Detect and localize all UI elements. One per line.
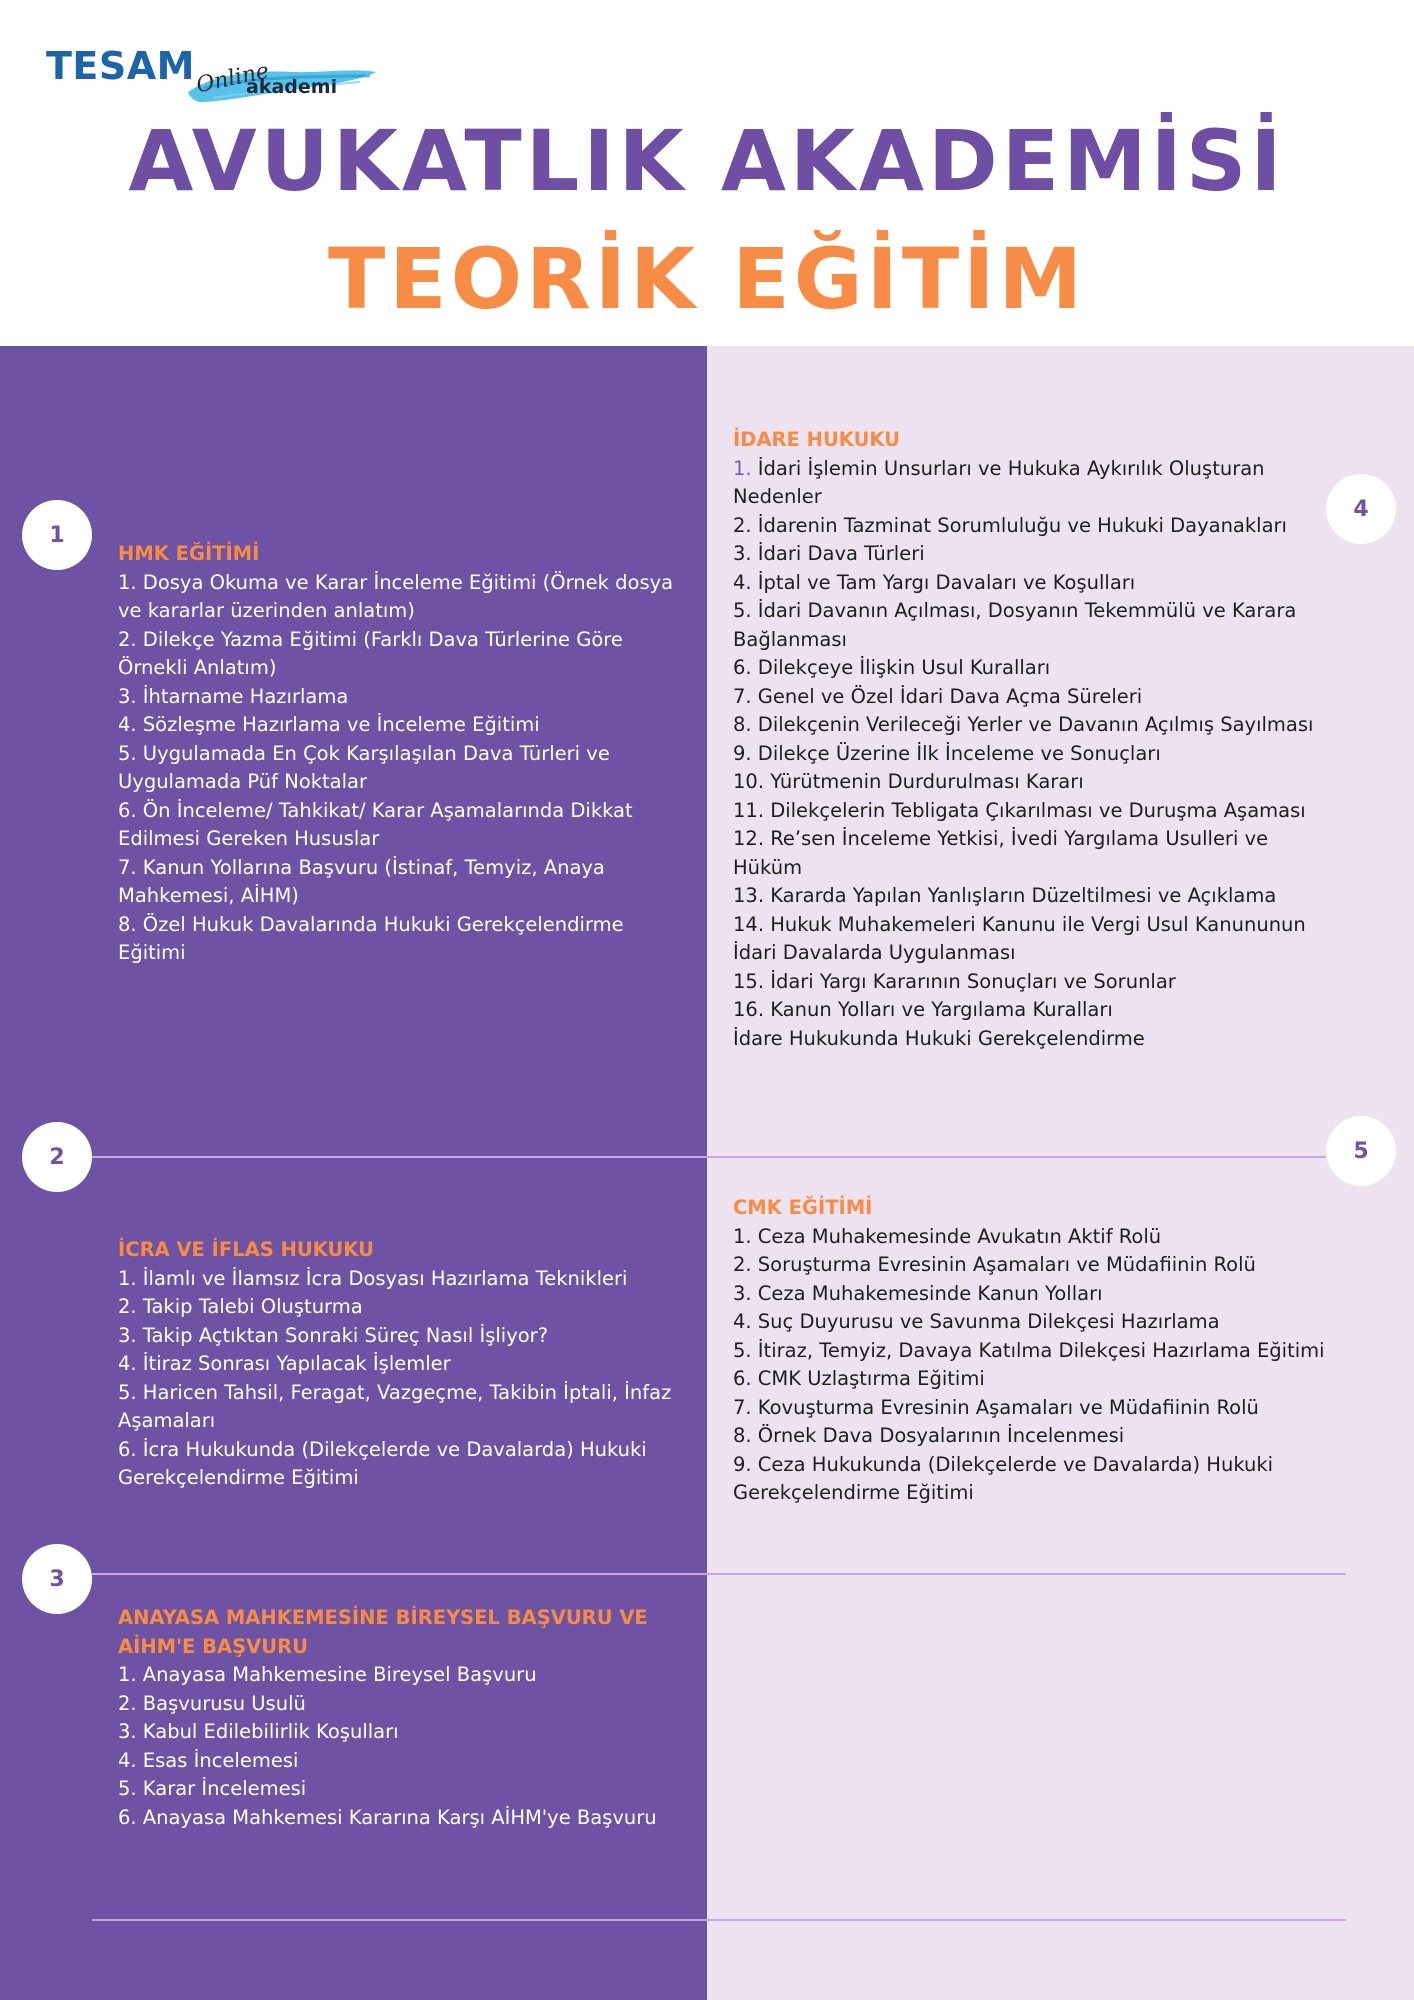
- list-item: 7. Kovuşturma Evresinin Aşamaları ve Müdafiinin Rolü: [733, 1395, 1259, 1419]
- list-item: 8. Özel Hukuk Davalarında Hukuki Gerekçelendirme Eğitimi: [118, 912, 624, 964]
- list-item: 9. Dilekçe Üzerine İlk İnceleme ve Sonuçları: [733, 741, 1161, 765]
- list-item: 6. Dilekçeye İlişkin Usul Kuralları: [733, 656, 1051, 679]
- list-item: 3. İdari Dava Türleri: [733, 542, 925, 565]
- list-item: 14. Hukuk Muhakemeleri Kanunu ile Vergi Usul Kanununun İdari Davalarda Uygulanması: [733, 912, 1306, 964]
- list-item: 8. Örnek Dava Dosyalarının İncelenmesi: [733, 1424, 1125, 1447]
- list-item: 5. Haricen Tahsil, Feragat, Vazgeçme, Takibin İptali, İnfaz Aşamaları: [118, 1380, 672, 1432]
- icra-section: [118, 1236, 680, 1493]
- list-item: İdare Hukukunda Hukuki Gerekçelendirme: [733, 1026, 1145, 1050]
- anayasa-section: [118, 1604, 678, 1832]
- list-item: 11. Dilekçelerin Tebligata Çıkarılması ve Duruşma Aşaması: [733, 798, 1306, 822]
- list-item: 4. Suç Duyurusu ve Savunma Dilekçesi Hazırlama: [733, 1310, 1220, 1333]
- logo-akademi-text: akademi: [246, 76, 338, 98]
- list-item: 4. İptal ve Tam Yargı Davaları ve Koşulları: [733, 570, 1136, 594]
- list-item: 2. Başvurusu Usulü: [118, 1691, 306, 1715]
- cmk-section: [733, 1194, 1333, 1508]
- list-item: 7. Kanun Yollarına Başvuru (İstinaf, Temyiz, Anaya Mahkemesi, AİHM): [118, 855, 605, 907]
- page-title: AVUKATLIK AKADEMİSİ: [128, 112, 1286, 210]
- logo-online-text: Online: [194, 58, 272, 99]
- list-item: 4. Esas İncelemesi: [118, 1748, 299, 1772]
- list-item: 6. İcra Hukukunda (Dilekçelerde ve Davalarda) Hukuki Gerekçelendirme Eğitimi: [118, 1437, 647, 1489]
- divider-line: [92, 1156, 1326, 1158]
- logo-text: TESAM: [46, 44, 195, 88]
- tesam-logo: [46, 40, 346, 116]
- section-title: CMK EĞİTİMİ: [733, 1196, 873, 1219]
- section-number-badge: 1: [22, 500, 92, 570]
- list-item: 13. Kararda Yapılan Yanlışların Düzeltilmesi ve Açıklama: [733, 884, 1277, 907]
- list-item: 5. İdari Davanın Açılması, Dosyanın Tekemmülü ve Karara Bağlanması: [733, 599, 1297, 651]
- list-item: 2. Soruşturma Evresinin Aşamaları ve Müdafiinin Rolü: [733, 1253, 1256, 1276]
- list-number: 1.: [733, 456, 752, 480]
- list-item: 4. İtiraz Sonrası Yapılacak İşlemler: [118, 1352, 451, 1375]
- list-item: 9. Ceza Hukukunda (Dilekçelerde ve Davalarda) Hukuki Gerekçelendirme Eğitimi: [733, 1452, 1274, 1504]
- list-item-text: İdari İşlemin Unsurları ve Hukuka Aykırılık Oluşturan Nedenler: [733, 456, 1265, 508]
- list-item: 1. İlamlı ve İlamsız İcra Dosyası Hazırlama Teknikleri: [118, 1266, 628, 1290]
- hmk-section: [118, 540, 680, 968]
- divider-line: [92, 1919, 1346, 1921]
- section-title: İCRA VE İFLAS HUKUKU: [118, 1238, 374, 1261]
- section-number-badge: 5: [1326, 1116, 1396, 1186]
- list-item: 5. Uygulamada En Çok Karşılaşılan Dava Türleri ve Uygulamada Püf Noktalar: [118, 741, 610, 793]
- list-item: 6. CMK Uzlaştırma Eğitimi: [733, 1367, 985, 1390]
- list-item: 1. Dosya Okuma ve Karar İnceleme Eğitimi (Örnek dosya ve kararlar üzerinden anlatım): [118, 570, 674, 622]
- list-item: 3. Kabul Edilebilirlik Koşulları: [118, 1720, 399, 1743]
- anayasa-list: [118, 1661, 678, 1832]
- list-item: 2. İdarenin Tazminat Sorumluluğu ve Hukuki Dayanakları: [733, 513, 1287, 537]
- list-item: 15. İdari Yargı Kararının Sonuçları ve Sorunlar: [733, 969, 1176, 993]
- list-item: 3. İhtarname Hazırlama: [118, 684, 349, 708]
- section-title: İDARE HUKUKU: [733, 428, 901, 451]
- page-header: [0, 0, 1414, 346]
- list-item: 2. Takip Talebi Oluşturma: [118, 1295, 363, 1318]
- section-number-badge: 4: [1326, 474, 1396, 544]
- list-item: 2. Dilekçe Yazma Eğitimi (Farklı Dava Türlerine Göre Örnekli Anlatım): [118, 627, 623, 679]
- section-title: ANAYASA MAHKEMESİNE BİREYSEL BAŞVURU VE AİHM'E BAŞVURU: [118, 1606, 648, 1658]
- list-item: [733, 455, 1333, 512]
- list-item: 7. Genel ve Özel İdari Dava Açma Süreleri: [733, 684, 1143, 708]
- list-item: 5. Karar İncelemesi: [118, 1777, 307, 1800]
- list-item: 10. Yürütmenin Durdurulması Kararı: [733, 770, 1084, 793]
- list-item: 3. Takip Açtıktan Sonraki Süreç Nasıl İşliyor?: [118, 1323, 549, 1347]
- list-item: 3. Ceza Muhakemesinde Kanun Yolları: [733, 1281, 1103, 1305]
- cmk-list: [733, 1223, 1333, 1508]
- section-number-badge: 2: [22, 1122, 92, 1192]
- list-item: 1. Anayasa Mahkemesine Bireysel Başvuru: [118, 1663, 537, 1686]
- divider-line: [92, 1573, 1346, 1575]
- section-number-badge: 3: [22, 1544, 92, 1614]
- list-item: 5. İtiraz, Temyiz, Davaya Katılma Dilekçesi Hazırlama Eğitimi: [733, 1338, 1325, 1362]
- list-item: 12. Re’sen İnceleme Yetkisi, İvedi Yargılama Usulleri ve Hüküm: [733, 827, 1269, 879]
- section-title: HMK EĞİTİMİ: [118, 542, 260, 565]
- list-item: 8. Dilekçenin Verileceği Yerler ve Davanın Açılmış Sayılması: [733, 713, 1314, 736]
- hmk-list: [118, 569, 680, 968]
- page-subtitle: TEORİK EĞİTİM: [327, 230, 1087, 328]
- list-item: 4. Sözleşme Hazırlama ve İnceleme Eğitimi: [118, 713, 540, 736]
- list-item: 6. Ön İnceleme/ Tahkikat/ Karar Aşamalarında Dikkat Edilmesi Gereken Hususlar: [118, 798, 633, 850]
- list-item: 1. Ceza Muhakemesinde Avukatın Aktif Rolü: [733, 1224, 1162, 1248]
- icra-list: [118, 1265, 680, 1493]
- idare-list: [733, 455, 1333, 1054]
- list-item: 6. Anayasa Mahkemesi Kararına Karşı AİHM'ye Başvuru: [118, 1805, 657, 1829]
- list-item: 16. Kanun Yolları ve Yargılama Kuralları: [733, 998, 1113, 1021]
- idare-section: [733, 426, 1333, 1053]
